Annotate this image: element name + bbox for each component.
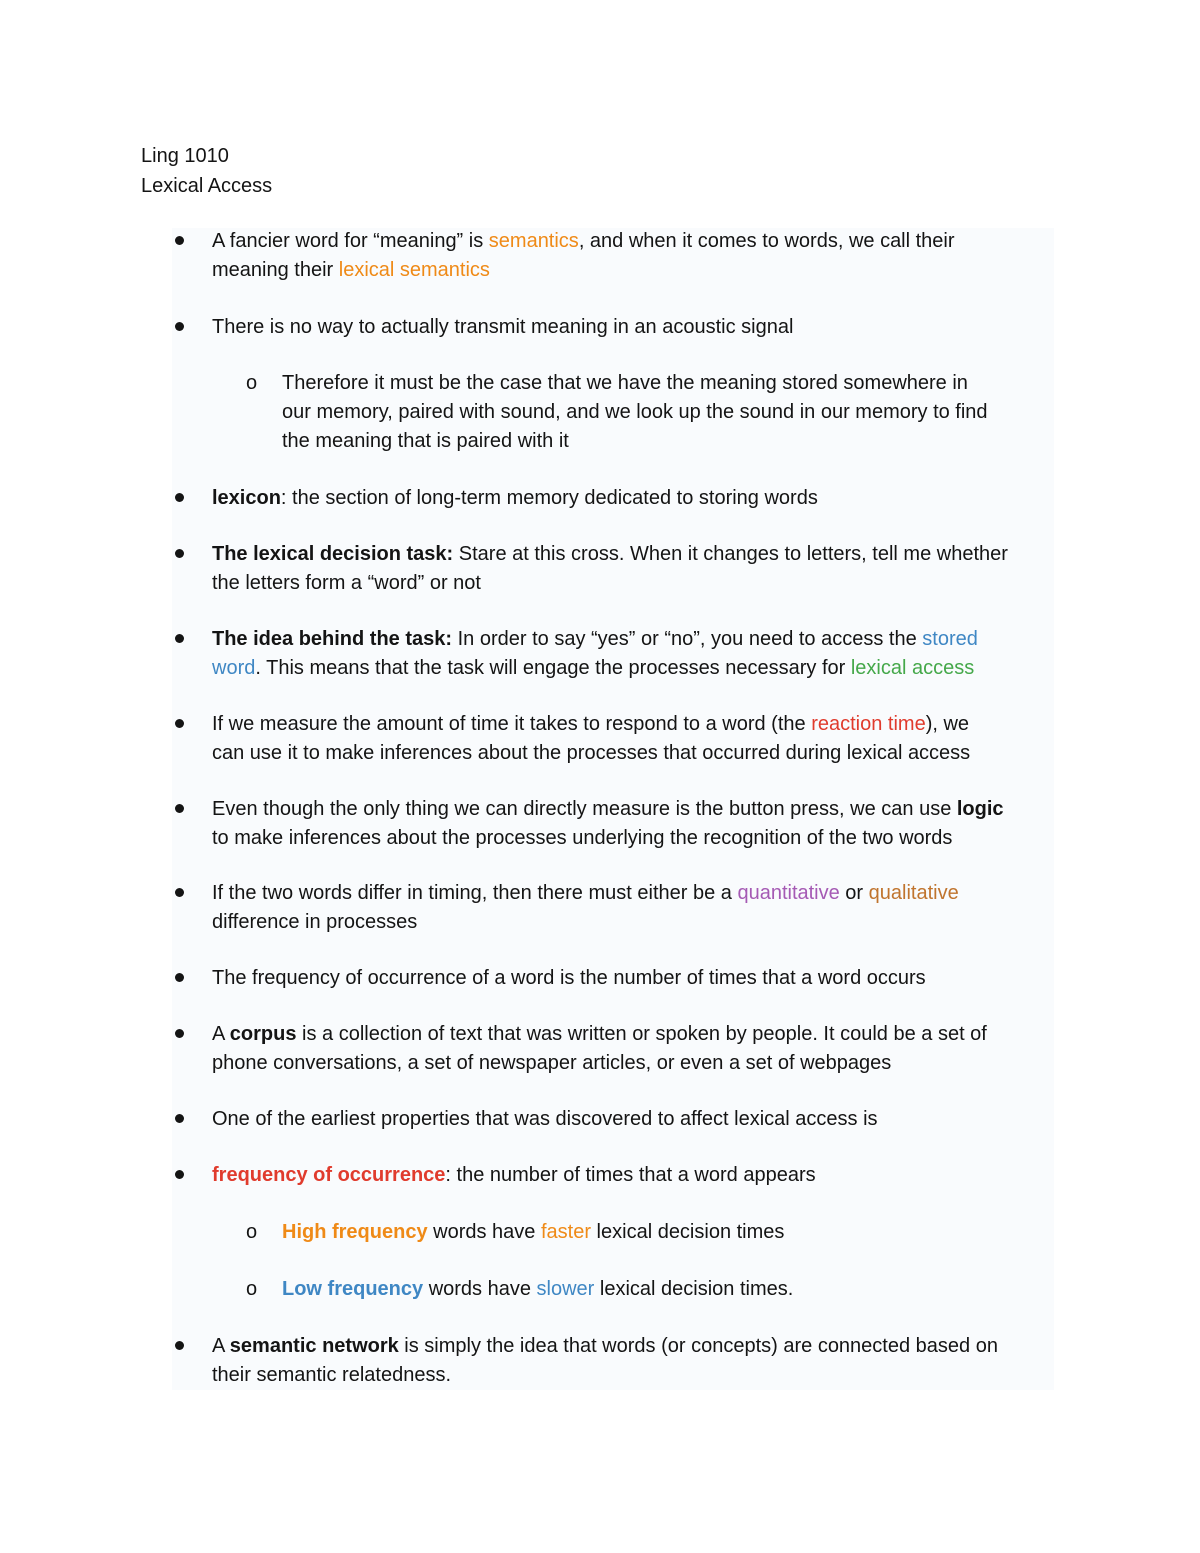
term-reaction-time: reaction time <box>811 713 926 735</box>
bullet-icon <box>175 634 184 643</box>
list-item-text <box>212 625 1072 683</box>
term-frequency-of-occurrence: frequency of occurrence <box>212 1164 446 1186</box>
text-run: phone conversations, a set of newspaper articles, or even a set of webpages <box>212 1052 892 1074</box>
term-stored-word: word <box>212 657 256 679</box>
text-run: can use it to make inferences about the processes that occurred during lexical access <box>212 742 971 764</box>
bullet-icon <box>175 1029 184 1038</box>
text-run: In order to say “yes” or “no”, you need to access the <box>452 628 923 650</box>
term-lexical-decision-task: The lexical decision task: <box>212 543 454 565</box>
term-logic: logic <box>956 798 1004 820</box>
course-title: Ling 1010 <box>141 145 229 167</box>
text-run: One of the earliest properties that was discovered to affect lexical access is <box>212 1108 878 1130</box>
text-run: : the section of long-term memory dedicated to storing words <box>280 487 818 509</box>
bullet-icon <box>175 1341 184 1350</box>
term-lexical-access: lexical access <box>850 657 975 679</box>
list-item-text <box>212 313 1072 342</box>
text-run: meaning their <box>212 259 339 281</box>
text-run: is a collection of text that was written or spoken by people. It could be a set of <box>296 1023 987 1045</box>
text-run: Even though the only thing we can directly measure is the button press, we can use <box>212 798 957 820</box>
term-corpus: corpus <box>229 1023 297 1045</box>
bullet-icon <box>175 1170 184 1179</box>
bullet-icon <box>175 804 184 813</box>
term-stored-word: stored <box>922 628 978 650</box>
list-item-text <box>212 227 1072 285</box>
list-item-text <box>282 1275 1072 1304</box>
sub-bullet-marker: o <box>246 372 258 394</box>
list-item-text <box>212 710 1072 768</box>
text-run: A <box>212 1335 230 1357</box>
text-run: to make inferences about the processes underlying the recognition of the two words <box>212 827 953 849</box>
list-item-text <box>212 1332 1072 1390</box>
term-high-frequency: High frequency <box>282 1221 428 1243</box>
bullet-icon <box>175 888 184 897</box>
list-item-text <box>212 1161 1072 1190</box>
bullet-icon <box>175 719 184 728</box>
list-item-text <box>212 964 1072 993</box>
text-run: If the two words differ in timing, then there must either be a <box>212 882 738 904</box>
term-lexical-semantics: lexical semantics <box>338 259 490 281</box>
term-qualitative: qualitative <box>868 882 959 904</box>
list-item-text <box>212 1105 1072 1134</box>
list-item-text <box>282 369 1072 456</box>
text-run: is simply the idea that words (or concepts) are connected based on <box>398 1335 998 1357</box>
term-low-frequency: Low frequency <box>282 1278 424 1300</box>
text-run: words have <box>423 1278 537 1300</box>
list-item-text <box>212 1020 1072 1078</box>
text-run: or <box>839 882 869 904</box>
text-run: our memory, paired with sound, and we look up the sound in our memory to find <box>282 401 988 423</box>
term-idea-behind-task: The idea behind the task: <box>212 628 453 650</box>
list-item-text <box>212 540 1072 598</box>
list-item-text <box>212 484 1072 513</box>
term-semantics: semantics <box>488 230 579 252</box>
text-run: If we measure the amount of time it takes to respond to a word (the <box>212 713 812 735</box>
list-item-text <box>212 879 1072 937</box>
text-run: There is no way to actually transmit meaning in an acoustic signal <box>212 316 794 338</box>
text-run: the letters form a “word” or not <box>212 572 481 594</box>
term-quantitative: quantitative <box>737 882 840 904</box>
bullet-icon <box>175 1114 184 1123</box>
term-slower: slower <box>536 1278 595 1300</box>
text-run: Therefore it must be the case that we have the meaning stored somewhere in <box>282 372 968 394</box>
text-run: The frequency of occurrence of a word is the number of times that a word occurs <box>212 967 926 989</box>
term-lexicon: lexicon <box>212 487 281 509</box>
text-run: Stare at this cross. When it changes to letters, tell me whether <box>453 543 1008 565</box>
text-run: difference in processes <box>212 911 418 933</box>
sub-bullet-marker: o <box>246 1221 258 1243</box>
text-run: ), we <box>925 713 970 735</box>
sub-bullet-marker: o <box>246 1278 258 1300</box>
text-run: their semantic relatedness. <box>212 1364 452 1386</box>
term-semantic-network: semantic network <box>229 1335 399 1357</box>
bullet-icon <box>175 236 184 245</box>
text-run: , and when it comes to words, we call their <box>578 230 955 252</box>
topic-title: Lexical Access <box>141 175 273 197</box>
bullet-icon <box>175 493 184 502</box>
bullet-icon <box>175 322 184 331</box>
text-run: : the number of times that a word appears <box>445 1164 816 1186</box>
text-run: the meaning that is paired with it <box>282 430 569 452</box>
list-item-text <box>212 795 1072 853</box>
list-item-text <box>282 1218 1072 1247</box>
text-run: . This means that the task will engage the processes necessary for <box>255 657 851 679</box>
text-run: lexical decision times. <box>594 1278 794 1300</box>
text-run: words have <box>427 1221 541 1243</box>
bullet-icon <box>175 973 184 982</box>
bullet-icon <box>175 549 184 558</box>
term-faster: faster <box>540 1221 591 1243</box>
text-run: lexical decision times <box>591 1221 785 1243</box>
text-run: A fancier word for “meaning” is <box>212 230 489 252</box>
text-run: A <box>212 1023 230 1045</box>
